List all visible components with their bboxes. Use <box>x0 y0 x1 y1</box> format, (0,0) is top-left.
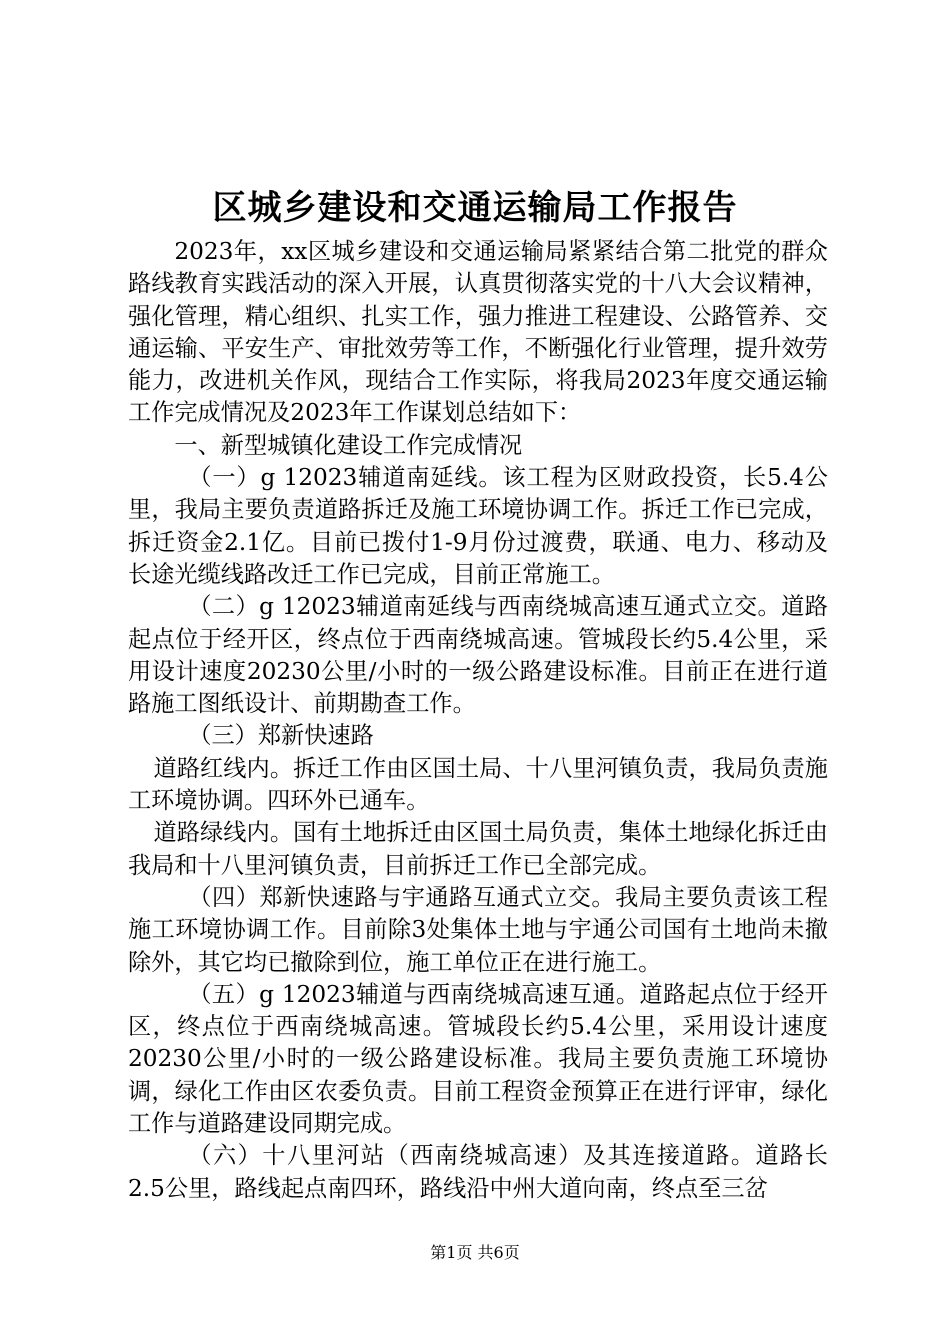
paragraph-item-4: （四）郑新快速路与宇通路互通式立交。我局主要负责该工程施工环境协调工作。目前除3处集体土地与宇通公司国有土地尚未撤除外，其它均已撤除到位，施工单位正在进行施工。 <box>128 883 828 976</box>
paragraph-item-2: （二）g 12023辅道南延线与西南绕城高速互通式立交。道路起点位于经开区，终点位于西南绕城高速。管城段长约5.4公里，采用设计速度20230公里/小时的一级公路建设标准。目前正在进行道路施工图纸设计、前期勘查工作。 <box>128 593 828 718</box>
paragraph-item-1: （一）g 12023辅道南延线。该工程为区财政投资，长5.4公里，我局主要负责道路拆迁及施工环境协调工作。拆迁工作已完成，拆迁资金2.1亿。目前已拨付1-9月份过渡费，联通、电力、移动及长途光缆线路改迁工作已完成，目前正常施工。 <box>128 464 828 588</box>
paragraph-item-3-redline: 道路红线内。拆迁工作由区国土局、十八里河镇负责，我局负责施工环境协调。四环外已通车。 <box>128 754 828 815</box>
page-number-footer: 第1页 共6页 <box>430 1243 520 1262</box>
paragraph-item-5: （五）g 12023辅道与西南绕城高速互通。道路起点位于经开区，终点位于西南绕城高速。管城段长约5.4公里，采用设计速度20230公里/小时的一级公路建设标准。我局主要负责施工环境协调，绿化工作由区农委负责。目前工程资金预算正在进行评审，绿化工作与道路建设同期完成。 <box>128 980 828 1138</box>
paragraph-item-3-heading: （三）郑新快速路 <box>188 722 374 750</box>
paragraph-intro: 2023年，xx区城乡建设和交通运输局紧紧结合第二批党的群众路线教育实践活动的深入开展，认真贯彻落实党的十八大会议精神，强化管理，精心组织、扎实工作，强力推进工程建设、公路管养、交通运输、平安生产、审批效劳等工作，不断强化行业管理，提升效劳能力，改进机关作风，现结合工作实际，将我局2023年度交通运输工作完成情况及2023年工作谋划总结如下： <box>128 238 828 427</box>
paragraph-item-6: （六）十八里河站（西南绕城高速）及其连接道路。道路长2.5公里，路线起点南四环，路线沿中州大道向南，终点至三岔 <box>128 1142 828 1202</box>
document-title: 区城乡建设和交通运输局工作报告 <box>212 188 738 228</box>
paragraph-item-3-greenline: 道路绿线内。国有土地拆迁由区国土局负责，集体土地绿化拆迁由我局和十八里河镇负责，目前拆迁工作已全部完成。 <box>128 819 828 879</box>
document-body <box>128 236 828 1205</box>
section-heading: 一、新型城镇化建设工作完成情况 <box>174 431 523 459</box>
